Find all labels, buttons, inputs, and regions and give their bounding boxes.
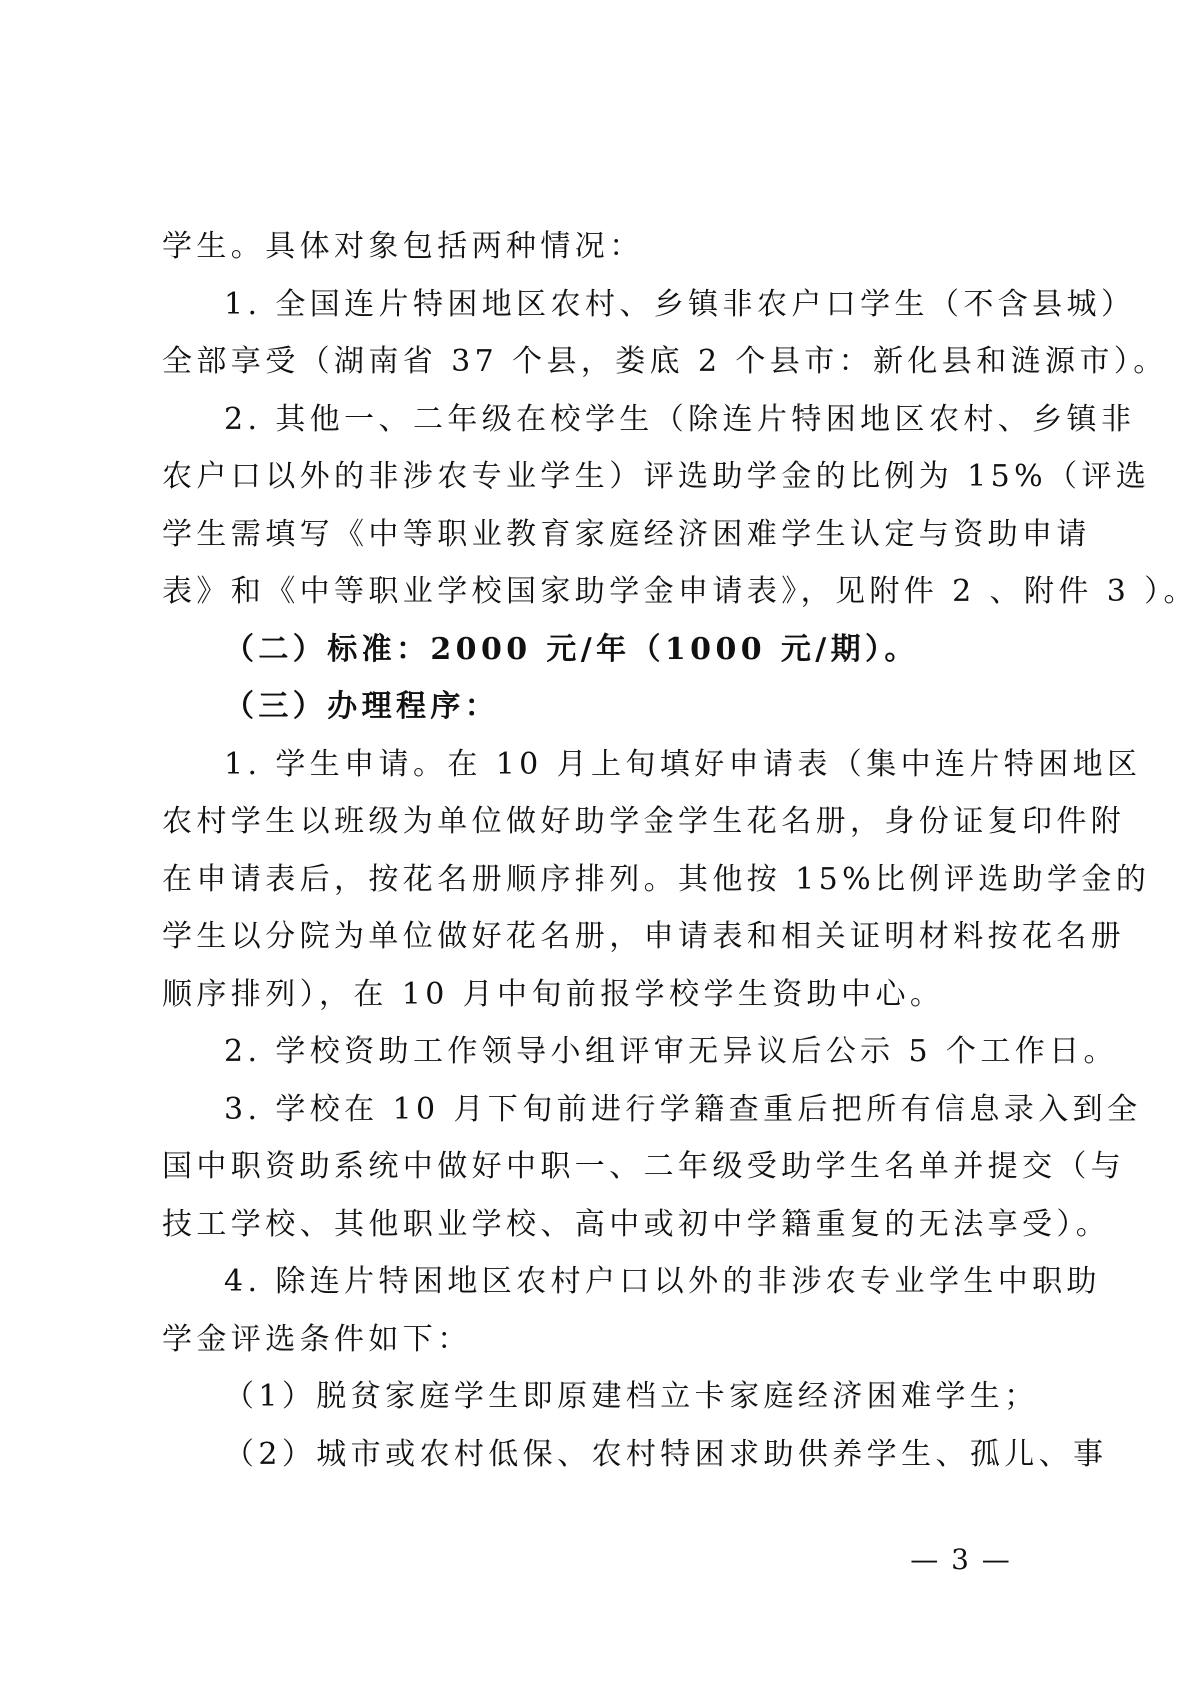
paragraph-line: 学生。具体对象包括两种情况： <box>162 229 644 264</box>
paragraph-line: 1. 学生申请。在 10 月上旬填好申请表（集中连片特困地区 <box>224 746 1142 782</box>
paragraph-line: 3. 学校在 10 月下旬前进行学籍查重后把所有信息录入到全 <box>224 1091 1142 1127</box>
paragraph-line: 2. 其他一、二年级在校学生（除连片特困地区农村、乡镇非 <box>224 401 1136 437</box>
list-item-condition-1: （1）脱贫家庭学生即原建档立卡家庭经济困难学生； <box>224 1379 1039 1414</box>
section-heading-procedure: （三）办理程序： <box>224 689 500 724</box>
paragraph-line: 技工学校、其他职业学校、高中或初中学籍重复的无法享受）。 <box>162 1206 1111 1242</box>
document-body <box>162 218 1198 1483</box>
paragraph-line: 1. 全国连片特困地区农村、乡镇非农户口学生（不含县城） <box>224 286 1136 322</box>
paragraph-line: 学生需填写《中等职业教育家庭经济困难学生认定与资助申请 <box>162 516 1091 552</box>
paragraph-line: 2. 学校资助工作领导小组评审无异议后公示 5 个工作日。 <box>224 1034 1118 1069</box>
paragraph-line: 学金评选条件如下： <box>162 1321 472 1357</box>
page-number: — 3 — <box>910 1543 1012 1576</box>
paragraph-line: 学生以分院为单位做好花名册，申请表和相关证明材料按花名册 <box>162 919 1126 954</box>
list-item-condition-2: （2）城市或农村低保、农村特困求助供养学生、孤儿、事 <box>224 1436 1108 1472</box>
paragraph-line: 顺序排列），在 10 月中旬前报学校学生资助中心。 <box>162 976 945 1012</box>
paragraph-line: 农户口以外的非涉农专业学生）评选助学金的比例为 15%（评选 <box>162 459 1151 494</box>
paragraph-line: 4. 除连片特困地区农村户口以外的非涉农专业学生中职助 <box>224 1264 1101 1299</box>
paragraph-line: 全部享受（湖南省 37 个县，娄底 2 个县市：新化县和涟源市）。 <box>162 344 1168 379</box>
paragraph-line: 表》和《中等职业学校国家助学金申请表》，见附件 2 、附件 3 ）。 <box>162 574 1198 609</box>
section-heading-standard: （二）标准：2000 元/年（1000 元/期）。 <box>224 631 919 667</box>
paragraph-line: 在申请表后，按花名册顺序排列。其他按 15%比例评选助学金的 <box>162 861 1151 897</box>
paragraph-line: 农村学生以班级为单位做好助学金学生花名册，身份证复印件附 <box>162 804 1126 839</box>
paragraph-line: 国中职资助系统中做好中职一、二年级受助学生名单并提交（与 <box>162 1149 1126 1184</box>
